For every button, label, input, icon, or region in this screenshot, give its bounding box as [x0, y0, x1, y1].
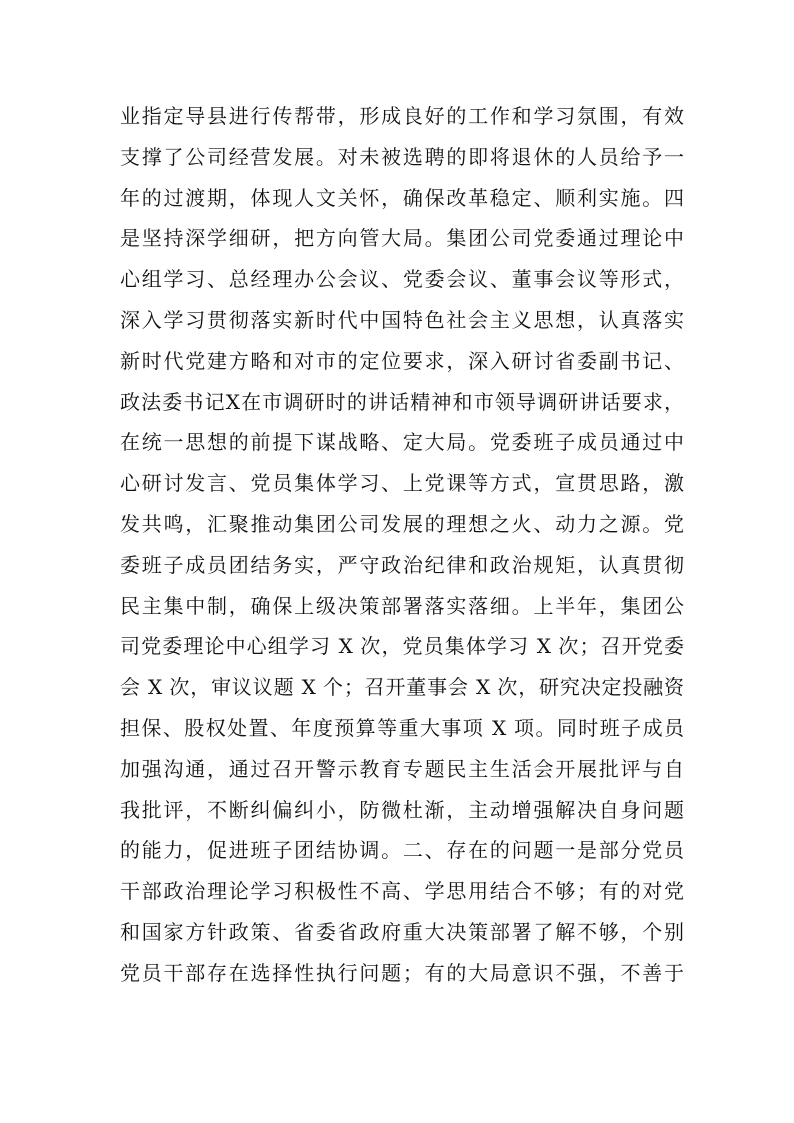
text-line: 业指定导县进行传帮带，形成良好的工作和学习氛围，有效: [120, 104, 684, 128]
text-line: 发共鸣，汇聚推动集团公司发展的理想之火、动力之源。党: [120, 511, 684, 536]
text-line: 司党委理论中心组学习 X 次，党员集体学习 X 次；召开党委: [120, 634, 684, 659]
text-line: 心组学习、总经理办公会议、党委会议、董事会议等形式，: [120, 267, 684, 292]
text-line: 深入学习贯彻落实新时代中国特色社会主义思想，认真落实: [120, 307, 684, 332]
text-line: 加强沟通，通过召开警示教育专题民主生活会开展批评与自: [120, 756, 684, 781]
text-line: 心研讨发言、党员集体学习、上党课等方式，宣贯思路，激: [120, 471, 684, 496]
text-line: 党员干部存在选择性执行问题；有的大局意识不强，不善于: [120, 960, 684, 985]
text-line: 政法委书记X在市调研时的讲话精神和市领导调研讲话要求，: [120, 389, 684, 414]
text-line: 年的过渡期，体现人文关怀，确保改革稳定、顺利实施。四: [120, 185, 684, 210]
text-line: 是坚持深学细研，把方向管大局。集团公司党委通过理论中: [120, 226, 684, 251]
text-line: 会 X 次，审议议题 X 个；召开董事会 X 次，研究决定投融资: [120, 675, 684, 700]
text-line: 委班子成员团结务实，严守政治纪律和政治规矩，认真贯彻: [120, 552, 684, 577]
body-text: [120, 96, 684, 994]
text-line: 和国家方针政策、省委省政府重大决策部署了解不够，个别: [120, 919, 684, 944]
text-line: 在统一思想的前提下谋战略、定大局。党委班子成员通过中: [120, 430, 684, 455]
text-line: 的能力，促进班子团结协调。二、存在的问题一是部分党员: [120, 838, 684, 863]
text-line: 干部政治理论学习积极性不高、学思用结合不够；有的对党: [120, 879, 684, 904]
text-line: 担保、股权处置、年度预算等重大事项 X 项。同时班子成员: [120, 715, 684, 740]
text-line: 支撑了公司经营发展。对未被选聘的即将退休的人员给予一: [120, 144, 684, 169]
text-line: 新时代党建方略和对市的定位要求，深入研讨省委副书记、: [120, 348, 684, 373]
text-line: 民主集中制，确保上级决策部署落实落细。上半年，集团公: [120, 593, 684, 618]
text-line: 我批评，不断纠偏纠小，防微杜渐，主动增强解决自身问题: [120, 797, 684, 822]
